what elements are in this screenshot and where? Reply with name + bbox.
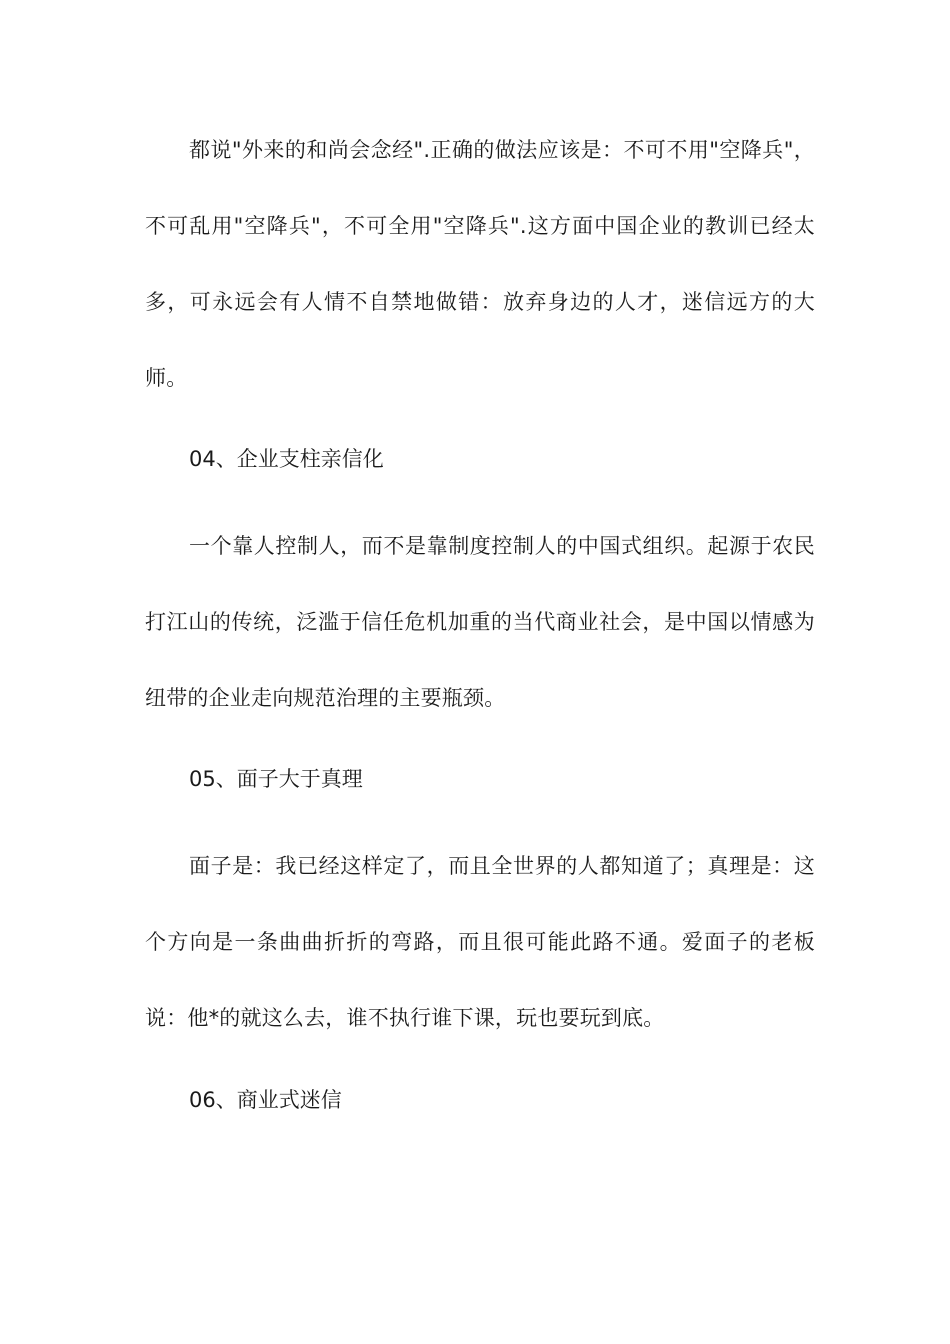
section-heading-06: 06、商业式迷信	[189, 1088, 342, 1112]
section-heading-04: 04、企业支柱亲信化	[189, 447, 384, 471]
paragraph-outside-talent: 都说"外来的和尚会念经".正确的做法应该是：不可不用"空降兵"，不可乱用"空降兵"，不可全用"空降兵".这方面中国企业的教训已经太多，可永远会有人情不自禁地做错：放弃身边的人才，迷信远方的大师。	[145, 138, 815, 390]
paragraph-face-vs-truth: 面子是：我已经这样定了，而且全世界的人都知道了；真理是：这个方向是一条曲曲折折的弯路，而且很可能此路不通。爱面子的老板说：他*的就这么去，谁不执行谁下课，玩也要玩到底。	[145, 854, 815, 1030]
paragraph-cronyism: 一个靠人控制人，而不是靠制度控制人的中国式组织。起源于农民打江山的传统，泛滥于信任危机加重的当代商业社会，是中国以情感为纽带的企业走向规范治理的主要瓶颈。	[145, 534, 815, 710]
section-heading-05: 05、面子大于真理	[189, 767, 363, 791]
